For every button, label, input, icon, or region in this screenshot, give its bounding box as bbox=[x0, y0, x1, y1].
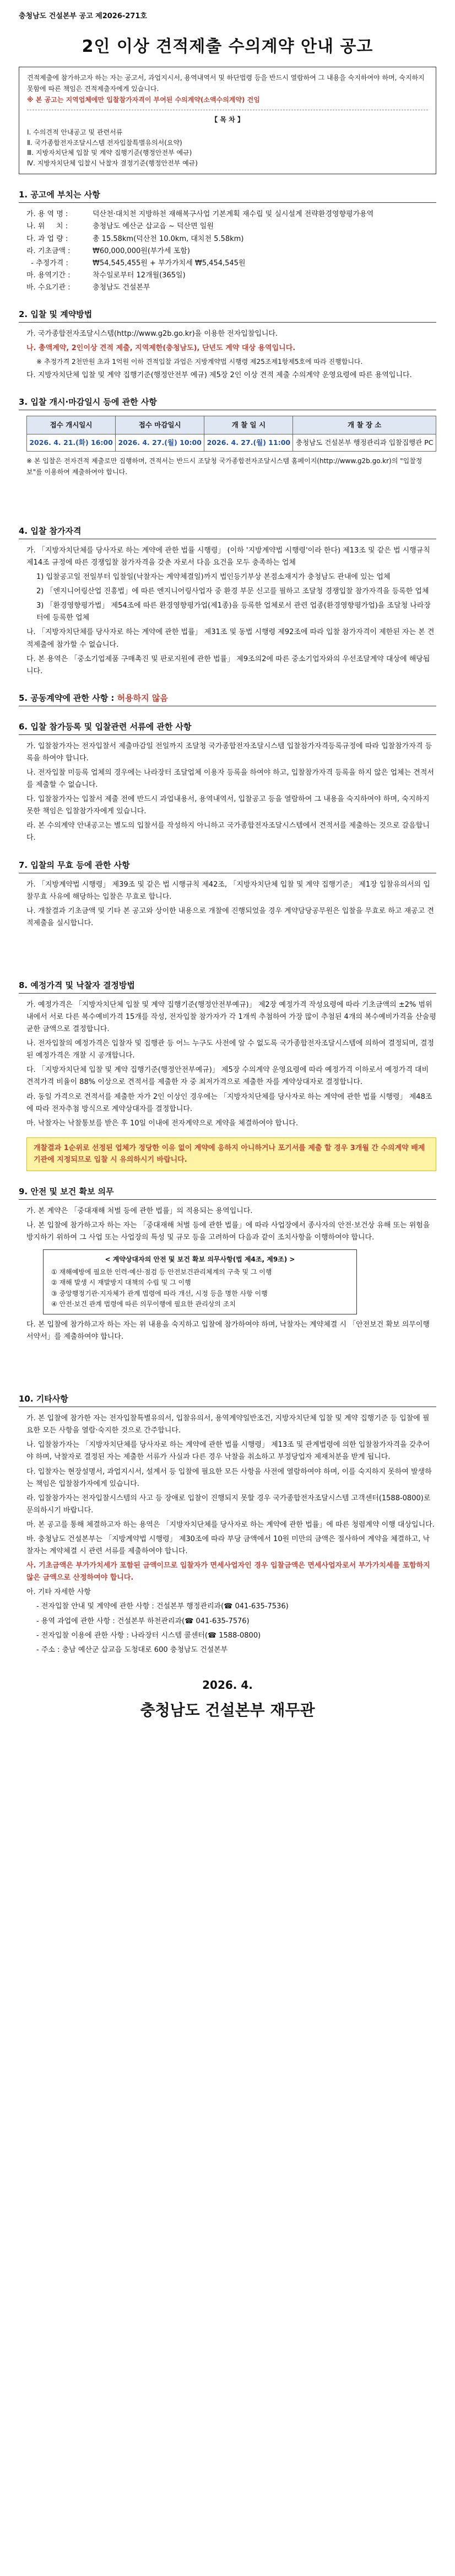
paragraph: 가. 「지방자치단체를 당사자로 하는 계약에 관한 법률 시행령」 (이하 '지방계약법 시행령'이라 한다) 제13조 및 같은 법 시행규칙 제14조 규정에 따른 경쟁입찰 참가자격을 갖춘 자로서 다음 요건을 모두 충족하는 업체 bbox=[26, 546, 430, 567]
table-header: 개 찰 장 소 bbox=[293, 416, 436, 434]
info-value: 덕산천·대치천 지방하천 재해복구사업 기본계획 재수립 및 실시설계 전략환경영향평가용역 bbox=[93, 210, 374, 219]
notice-number: 충청남도 건설본부 공고 제2026-271호 bbox=[19, 12, 147, 20]
table-header: 접수 개시일시 bbox=[27, 416, 116, 434]
paragraph: 나. 총액계약, 2인이상 견적 제출, 지역제한(충청남도), 단년도 계약 대상 용역입니다. bbox=[26, 344, 296, 353]
paragraph: 가. 「지방계약법 시행령」 제39조 및 같은 법 시행규칙 제42조, 「지방자치단체 입찰 및 계약 집행기준」 제1장 입찰유의서의 입찰무효 사유에 해당하는 입찰은 무효로 합니다. bbox=[26, 880, 430, 901]
info-key: 마. 용역기간 : bbox=[26, 271, 71, 280]
safety-item: ② 재해 발생 시 재발방지 대책의 수립 및 그 이행 bbox=[51, 1279, 191, 1287]
section-8-title: 8. 예정가격 및 낙찰자 결정방법 bbox=[19, 979, 436, 994]
safety-item: ① 재해예방에 필요한 인력·예산·점검 등 안전보건관리체계의 구축 및 그 이행 bbox=[51, 1268, 272, 1276]
toc-item: Ⅲ. 지방자치단체 입찰 및 계약 집행기준(행정안전부 예규) bbox=[27, 149, 192, 157]
table-header: 개 찰 일 시 bbox=[204, 416, 293, 434]
section-9-body bbox=[19, 1205, 436, 1343]
section-10-title: 10. 기타사항 bbox=[19, 1393, 436, 1407]
info-value: 총 15.58km(덕산천 10.0km, 대치천 5.58km) bbox=[93, 234, 244, 243]
paragraph: 나. 본 입찰에 참가하고자 하는 자는 「중대재해 처벌 등에 관한 법률」에 따라 사업장에서 종사자의 안전·보건상 유해 또는 위험을 방지하기 위하여 그 사업 또는 사업장의 특성 및 규모 등을 고려하여 다음과 같이 조치사항을 이행하여야 합니다. bbox=[26, 1221, 430, 1242]
paragraph: 다. 「지방자치단체 입찰 및 계약 집행기준(행정안전부예규)」 제5장 수의계약 운영요령에 따라 예정가격 이하로서 예정가격 대비 견적가격 비율이 88% 이상으로 견적서를 제출한 자 중 최저가격으로 제출한 자를 계약상대자로 결정합니다. bbox=[26, 1066, 429, 1087]
toc-item: Ⅰ. 수의견적 안내공고 및 관련서류 bbox=[27, 128, 123, 136]
paragraph: 나. 입찰참가자는 「지방자치단체를 당사자로 하는 계약에 관한 법률 시행령」 제13조 및 관계법령에 의한 입찰참가자격을 갖추어야 하며, 낙찰자로 결정된 자는 제출한 서류가 사실과 다른 경우 낙찰을 취소하고 부정당업자 제재처분을 받게 됩니다. bbox=[26, 1441, 430, 1462]
section-6-body bbox=[19, 740, 436, 845]
footer-organization: 충청남도 건설본부 재무관 bbox=[140, 1700, 315, 1719]
section-5-title bbox=[19, 692, 436, 706]
info-row bbox=[26, 245, 436, 257]
paragraph: 3) 「환경영향평가법」 제54조에 따른 환경영향평가업(제1종)을 등록한 업체로서 관련 업종(환경영향평가업)을 조달청 나라장터에 등록한 업체 bbox=[36, 602, 431, 622]
paragraph: 가. 예정가격은 「지방자치단체 입찰 및 계약 집행기준(행정안전부예규)」 제2장 예정가격 작성요령에 따라 기초금액의 ±2% 범위 내에서 서로 다른 복수예비가격 15개를 작성, 전자입찰 참가자가 각 1개씩 추첨하여 가장 많이 추첨된 4개의 복수예비가격을 산술평균한 금액으로 결정합니다. bbox=[26, 1000, 436, 1034]
safety-duty-box bbox=[43, 1249, 357, 1314]
table-of-contents bbox=[27, 110, 428, 168]
info-key: 라. 기초금액 : bbox=[26, 246, 71, 255]
info-row bbox=[26, 221, 436, 233]
section-4-body bbox=[19, 545, 436, 678]
toc-item: Ⅱ. 국가종합전자조달시스템 전자입찰특별유의서(요약) bbox=[27, 138, 182, 147]
info-row bbox=[26, 270, 436, 282]
paragraph: 다. 입찰참가자는 입찰서 제출 전에 반드시 과업내용서, 용역내역서, 입찰공고 등을 열람하여 그 내용을 숙지하여야 하며, 숙지하지 못한 책임은 입찰참가자에게 있습니다. bbox=[26, 795, 430, 816]
toc-item: Ⅳ. 지방자치단체 입찰시 낙찰자 결정기준(행정안전부 예규) bbox=[27, 159, 198, 167]
safety-box-title: < 계약상대자의 안전 및 보건 확보 의무사항(법 제4조, 제9조) > bbox=[105, 1255, 295, 1264]
paragraph: 나. 전자입찰의 예정가격은 입찰자 및 집행관 등 어느 누구도 사전에 알 수 없도록 국가종합전자조달시스템에 의하여 결정되며, 결정된 예정가격은 개찰 시 공개합니다. bbox=[26, 1039, 434, 1060]
paragraph: 마. 낙찰자는 낙찰통보를 받은 후 10일 이내에 전자계약으로 계약을 체결하여야 합니다. bbox=[26, 1119, 299, 1128]
safety-item: ③ 중앙행정기관·지자체가 관계 법령에 따라 개선, 시정 등을 명한 사항 이행 bbox=[51, 1289, 268, 1297]
paragraph: 나. 「지방자치단체를 당사자로 하는 계약에 관한 법률」 제31조 및 동법 시행령 제92조에 따라 입찰 참가자격이 제한된 자는 본 견적제출에 참가할 수 없습니다. bbox=[26, 628, 435, 649]
info-row bbox=[26, 282, 436, 294]
paragraph: 가. 국가종합전자조달시스템(http://www.g2b.go.kr)을 이용한 전자입찰입니다. bbox=[26, 330, 278, 339]
paragraph: 다. 본 입찰에 참가하고자 하는 자는 위 내용을 숙지하고 입찰에 참가하여야 하며, 낙찰자는 계약체결 시 「안전보건 확보 의무이행 서약서」를 제출하여야 합니다. bbox=[26, 1320, 430, 1341]
paragraph: 사. 기초금액은 부가가치세가 포함된 금액이므로 입찰자가 면세사업자인 경우 입찰금액은 면세사업자로서 부가가치세를 포함하지 않은 금액으로 산정하여야 합니다. bbox=[26, 1561, 430, 1582]
paragraph: 다. 입찰자는 현장설명서, 과업지시서, 설계서 등 입찰에 필요한 모든 사항을 사전에 열람하여야 하며, 이를 숙지하지 못하여 발생하는 책임은 입찰참가자에게 있습니다. bbox=[26, 1467, 432, 1488]
section-7-body bbox=[19, 879, 436, 930]
info-key: 가. 용 역 명 : bbox=[26, 210, 68, 219]
paragraph: 1) 입찰공고일 전일부터 입찰일(낙찰자는 계약체결일)까지 법인등기부상 본점소재지가 충청남도 관내에 있는 업체 bbox=[36, 573, 391, 582]
paragraph: 가. 입찰참가자는 전자입찰서 제출마감일 전일까지 조달청 국가종합전자조달시스템 입찰참가자격등록규정에 따라 입찰참가자격 등록을 하여야 합니다. bbox=[26, 742, 432, 763]
info-row bbox=[26, 233, 436, 245]
section-10-body bbox=[19, 1413, 436, 1656]
section-7-title: 7. 입찰의 무효 등에 관한 사항 bbox=[19, 859, 436, 873]
paragraph: 라. 동일 가격으로 견적서를 제출한 자가 2인 이상인 경우에는 「지방자치단체를 당사자로 하는 계약에 관한 법률 시행령」 제48조에 따라 전자추첨 방식으로 계약상대자를 결정합니다. bbox=[26, 1092, 432, 1113]
page-title: 2인 이상 견적제출 수의계약 안내 공고 bbox=[82, 37, 373, 56]
paragraph: 라. 입찰참가자는 전자입찰시스템의 사고 등 장애로 입찰이 진행되지 못할 경우 국가종합전자조달시스템 고객센터(1588-0800)로 문의하시기 바랍니다. bbox=[26, 1494, 431, 1515]
info-value: ₩60,000,000원(부가세 포함) bbox=[93, 246, 190, 255]
info-key: 다. 과 업 량 : bbox=[26, 234, 68, 243]
paragraph: 바. 충청남도 건설본부는 「지방계약법 시행령」 제30조에 따라 부당 금액에서 10원 미만의 금액은 절사하여 계약을 체결하고, 낙찰자는 계약체결 시 관련 서류를 제출하여야 합니다. bbox=[26, 1534, 430, 1556]
table-header: 접수 마감일시 bbox=[116, 416, 204, 434]
table-row bbox=[27, 434, 436, 452]
intro-red-note: ※ 본 공고는 지역업체에만 입찰참가자격이 부여된 수의계약(소액수의계약) 건임 bbox=[27, 95, 260, 104]
warning-highlight: 개찰결과 1순위로 선정된 업체가 정당한 이유 없이 계약에 응하지 아니하거나 포기서를 제출 할 경우 3개월 간 수의계약 배제기관에 지정되므로 입찰 시 유의하시기 바랍니다. bbox=[26, 1137, 436, 1171]
paragraph: 나. 개찰결과 기초금액 및 기타 본 공고와 상이한 내용으로 개찰에 진행되었을 경우 계약담당공무원은 입찰을 무효로 하고 재공고 견적제출을 실시합니다. bbox=[26, 906, 434, 927]
section-3-body bbox=[19, 416, 436, 477]
footer-date: 2026. 4. bbox=[202, 1678, 253, 1692]
schedule-note: ※ 본 입찰은 전자견적 제출로만 집행하며, 견적서는 반드시 조달청 국가종합전자조달시스템 홈페이지(http://www.g2b.go.kr)의 "입찰정보"를 이용하여 제출하여야 합니다. bbox=[26, 457, 422, 476]
contact-line: - 전자입찰 이용에 관한 사항 : 나라장터 시스템 콜센터(☎ 1588-0800) bbox=[36, 1631, 261, 1640]
table-cell: 충청남도 건설본부 행정관리과 입찰집행관 PC bbox=[293, 434, 436, 452]
info-value: 충청남도 건설본부 bbox=[93, 283, 150, 292]
info-key: 나. 위 치 : bbox=[26, 222, 68, 231]
section-8-body bbox=[19, 999, 436, 1171]
table-cell: 2026. 4. 21.(화) 16:00 bbox=[27, 434, 116, 452]
section-4-title: 4. 입찰 참가자격 bbox=[19, 525, 436, 539]
section-9-title: 9. 안전 및 보건 확보 의무 bbox=[19, 1185, 436, 1200]
info-value: 착수일로부터 12개월(365일) bbox=[93, 271, 186, 280]
paragraph: 2) 「엔지니어링산업 진흥법」에 따른 엔지니어링사업자 중 환경 부문 신고를 필하고 조달청 경쟁입찰 참가자격을 등록한 업체 bbox=[36, 587, 429, 596]
section-1-body bbox=[19, 208, 436, 294]
table-cell: 2026. 4. 27.(월) 11:00 bbox=[204, 434, 293, 452]
table-cell: 2026. 4. 27.(월) 10:00 bbox=[116, 434, 204, 452]
toc-title: 【 목 차 】 bbox=[211, 116, 244, 124]
info-row bbox=[26, 208, 436, 221]
paragraph: ※ 추정가격 2천만원 초과 1억원 이하 견적입찰 과업은 지방계약법 시행령 제25조제1항제5호에 따라 진행합니다. bbox=[36, 358, 363, 366]
section-1-title: 1. 공고에 부치는 사항 bbox=[19, 189, 436, 203]
section-2-body bbox=[19, 328, 436, 382]
section-5-label: 5. 공동계약에 관한 사항 : bbox=[19, 693, 117, 703]
paragraph: 라. 본 수의계약 안내공고는 별도의 입찰서를 작성하지 아니하고 국가종합전자조달시스템에서 견적서를 제출하는 것으로 갈음합니다. bbox=[26, 822, 430, 842]
safety-item: ④ 안전·보건 관계 법령에 따른 의무이행에 필요한 관리상의 조치 bbox=[51, 1300, 236, 1308]
contact-line: - 주소 : 충남 예산군 삽교읍 도청대로 600 충청남도 건설본부 bbox=[36, 1645, 228, 1654]
info-value: 충청남도 예산군 삽교읍 ~ 덕산면 일원 bbox=[93, 222, 214, 231]
section-3-title: 3. 입찰 개시·마감일시 등에 관한 사항 bbox=[19, 396, 436, 410]
paragraph: 다. 본 용역은 「중소기업제품 구매촉진 및 판로지원에 관한 법률」 제9조의2에 따른 중소기업자와의 우선조달계약 대상에 해당됩니다. bbox=[26, 654, 430, 675]
info-key: 바. 수요기관 : bbox=[26, 283, 71, 292]
paragraph: 아. 기타 자세한 사항 bbox=[26, 1588, 91, 1597]
contact-line: - 전자입찰 안내 및 계약에 관한 사항 : 건설본부 행정관리과(☎ 041-635-7536) bbox=[36, 1602, 289, 1611]
contact-line: - 용역 과업에 관한 사항 : 건설본부 하천관리과(☎ 041-635-7576) bbox=[36, 1617, 250, 1625]
info-row bbox=[26, 257, 436, 270]
intro-box bbox=[19, 67, 436, 174]
intro-text: 견적제출에 참가하고자 하는 자는 공고서, 과업지시서, 용역내역서 및 하단법령 등을 반드시 열람하여 그 내용을 숙지하여야 하며, 숙지하지 못함에 따른 책임은 견적제출자에게 있습니다. bbox=[27, 74, 425, 93]
paragraph: 마. 본 공고를 통해 체결하고자 하는 용역은 「지방자치단체를 당사자로 하는 계약에 관한 법률」에 따른 청렴계약 이행 대상입니다. bbox=[26, 1520, 435, 1529]
info-key: - 추정가격 : bbox=[26, 259, 68, 267]
schedule-table bbox=[26, 416, 436, 452]
section-6-title: 6. 입찰 참가등록 및 입찰관련 서류에 관한 사항 bbox=[19, 721, 436, 735]
section-5-value: 허용하지 않음 bbox=[117, 693, 168, 703]
paragraph: 나. 전자입찰 미등록 업체의 경우에는 나라장터 조달업체 이용자 등록을 하여야 하고, 입찰참가자격 등록을 하지 않은 업체는 견적서를 제출할 수 없습니다. bbox=[26, 768, 434, 790]
paragraph: 가. 본 계약은 「중대재해 처벌 등에 관한 법률」의 적용되는 용역입니다. bbox=[26, 1206, 253, 1215]
paragraph: 다. 지방자치단체 입찰 및 계약 집행기준(행정안전부 예규) 제5장 2인 이상 견적 제출 수의계약 운영요령에 따른 용역입니다. bbox=[26, 371, 412, 380]
section-2-title: 2. 입찰 및 계약방법 bbox=[19, 308, 436, 323]
paragraph: 가. 본 입찰에 참가한 자는 전자입찰특별유의서, 입찰유의서, 용역계약일반조건, 지방자치단체 입찰 및 계약 집행기준 등 입찰에 필요한 모든 사항을 열람·숙지한 것으로 간주합니다. bbox=[26, 1414, 430, 1435]
info-value: ₩54,545,455원 + 부가가치세 ₩5,454,545원 bbox=[93, 259, 246, 267]
